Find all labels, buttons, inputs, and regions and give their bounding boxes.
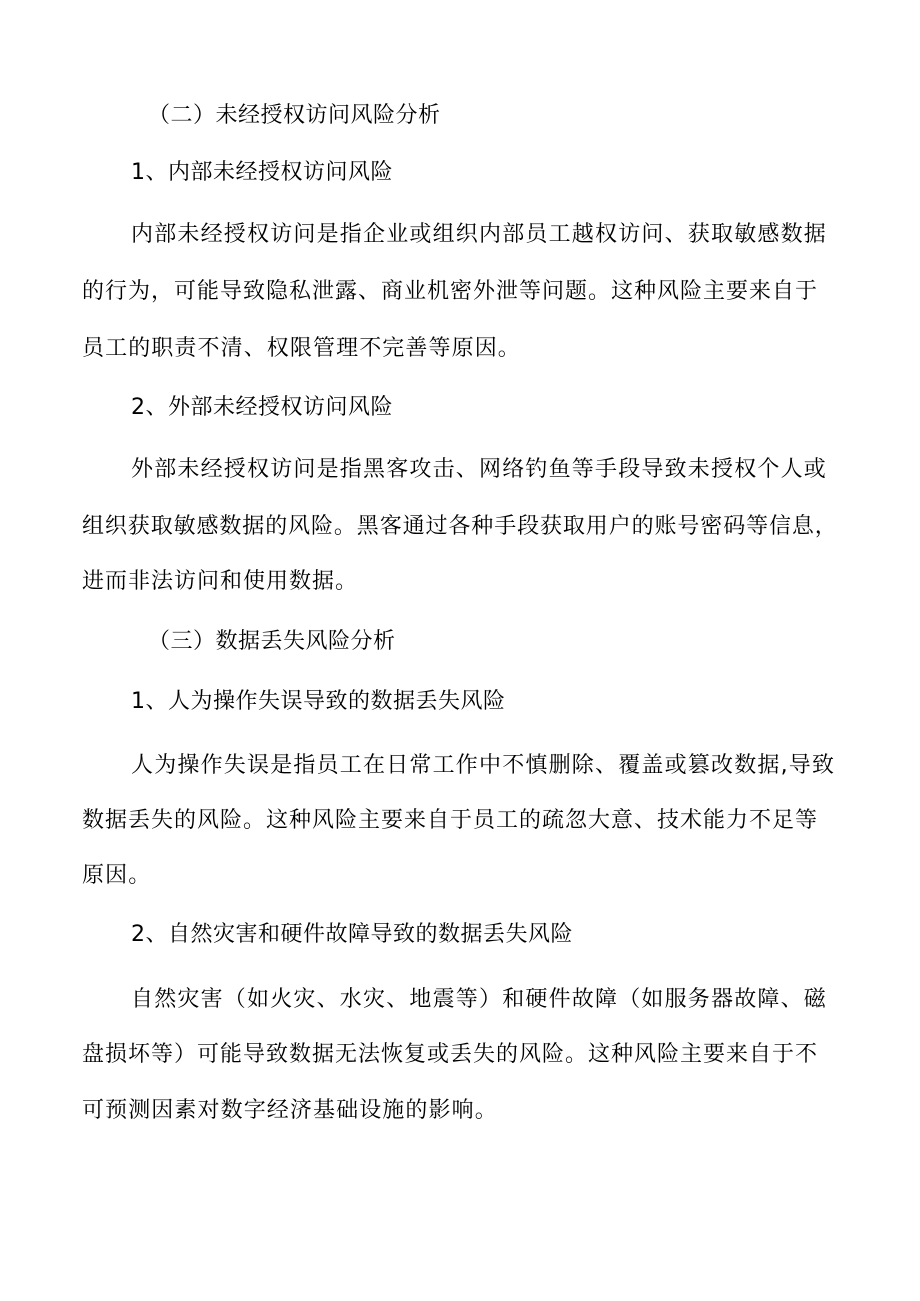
section-heading: （二）未经授权访问风险分析: [148, 103, 441, 128]
paragraph-line: 人为操作失误是指员工在日常工作中不慎删除、覆盖或篡改数据,导致: [131, 753, 836, 778]
paragraph-line: 原因。: [82, 863, 152, 888]
paragraph-line: 进而非法访问和使用数据。: [82, 569, 359, 594]
paragraph-line: 的行为，可能导致隐私泄露、商业机密外泄等问题。这种风险主要来自于: [82, 279, 819, 304]
subsection-title: 1、人为操作失误导致的数据丢失风险: [131, 689, 506, 714]
subsection-title: 2、外部未经授权访问风险: [131, 395, 393, 420]
paragraph-line: 数据丢失的风险。这种风险主要来自于员工的疏忽大意、技术能力不足等: [82, 808, 819, 833]
paragraph-line: 内部未经授权访问是指企业或组织内部员工越权访问、获取敏感数据: [131, 222, 828, 247]
paragraph-line: 自然灾害（如火灾、水灾、地震等）和硬件故障（如服务器故障、磁: [131, 987, 828, 1012]
subsection-title: 1、内部未经授权访问风险: [131, 160, 393, 185]
subsection-title: 2、自然灾害和硬件故障导致的数据丢失风险: [131, 922, 573, 947]
paragraph-line: 可预测因素对数字经济基础设施的影响。: [82, 1098, 498, 1123]
paragraph-line: 组织获取敏感数据的风险。黑客通过各种手段获取用户的账号密码等信息，: [82, 514, 838, 539]
paragraph-line: 外部未经授权访问是指黑客攻击、网络钓鱼等手段导致未授权个人或: [131, 457, 828, 482]
paragraph-line: 盘损坏等）可能导致数据无法恢复或丢失的风险。这种风险主要来自于不: [82, 1042, 819, 1067]
section-heading: （三）数据丢失风险分析: [148, 629, 396, 654]
paragraph-line: 员工的职责不清、权限管理不完善等原因。: [82, 336, 521, 361]
